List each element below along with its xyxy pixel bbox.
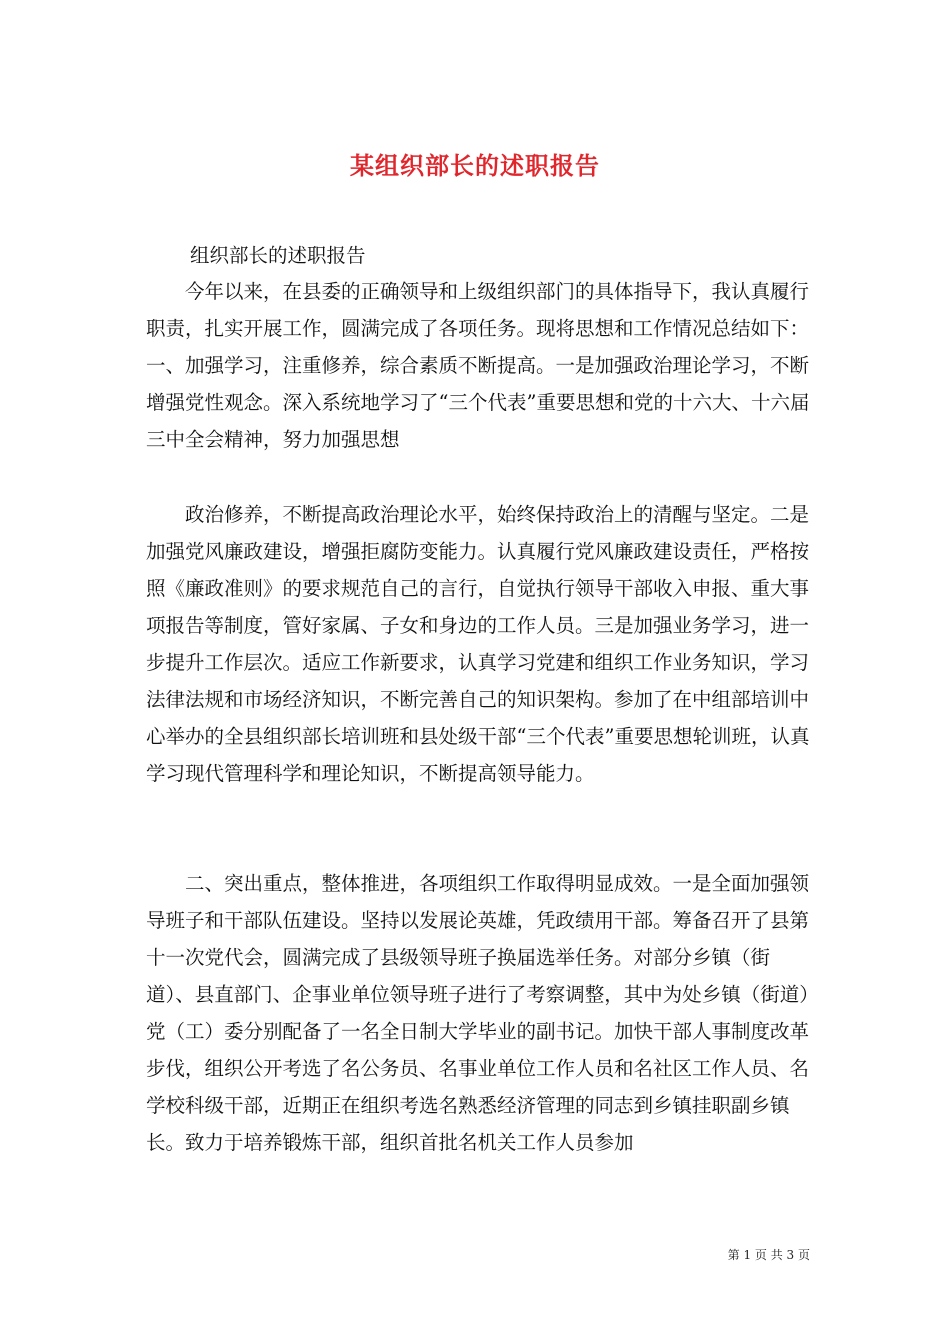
paragraph-3 xyxy=(146,865,810,1161)
paragraph-text: 今年以来，在县委的正确领导和上级组织部门的具体指导下，我认真履行职责，扎实开展工作，圆满完成了各项任务。现将思想和工作情况总结如下： 一、加强学习，注重修养，综合素质不断提高。一是加强政治理论学习，不断增强党性观念。深入系统地学习了“三个代表”重要思想和党的十六大、十六届三中全会精神，努力加强思想 xyxy=(146,280,825,451)
page-number-footer: 第 1 页 共 3 页 xyxy=(727,1248,810,1262)
paragraph-text: 二、突出重点，整体推进，各项组织工作取得明显成效。一是全面加强领导班子和干部队伍建设。坚持以发展论英雄，凭政绩用干部。筹备召开了县第十一次党代会，圆满完成了县级领导班子换届选举任务。对部分乡镇（街道）、县直部门、企事业单位领导班子进行了考察调整，其中为处乡镇（街道）党（工）委分别配备了一名全日制大学毕业的副书记。加快干部人事制度改革步伐，组织公开考选了名公务员、名事业单位工作人员和名社区工作人员、名学校科级干部，近期正在组织考选名熟悉经济管理的同志到乡镇挂职副乡镇长。致力于培养锻炼干部，组织首批名机关工作人员参加 xyxy=(146,872,810,1154)
paragraph-2 xyxy=(146,496,810,792)
document-subtitle: 组织部长的述职报告 xyxy=(190,244,366,267)
paragraph-1 xyxy=(146,273,825,458)
paragraph-text: 政治修养，不断提高政治理论水平，始终保持政治上的清醒与坚定。二是加强党风廉政建设，增强拒腐防变能力。认真履行党风廉政建设责任，严格按照《廉政准则》的要求规范自己的言行，自觉执行领导干部收入申报、重大事项报告等制度，管好家属、子女和身边的工作人员。三是加强业务学习，进一步提升工作层次。适应工作新要求，认真学习党建和组织工作业务知识，学习法律法规和市场经济知识，不断完善自己的知识架构。参加了在中组部培训中心举办的全县组织部长培训班和县处级干部“三个代表”重要思想轮训班，认真学习现代管理科学和理论知识，不断提高领导能力。 xyxy=(146,503,810,785)
page-title: 某组织部长的述职报告 xyxy=(350,151,600,181)
